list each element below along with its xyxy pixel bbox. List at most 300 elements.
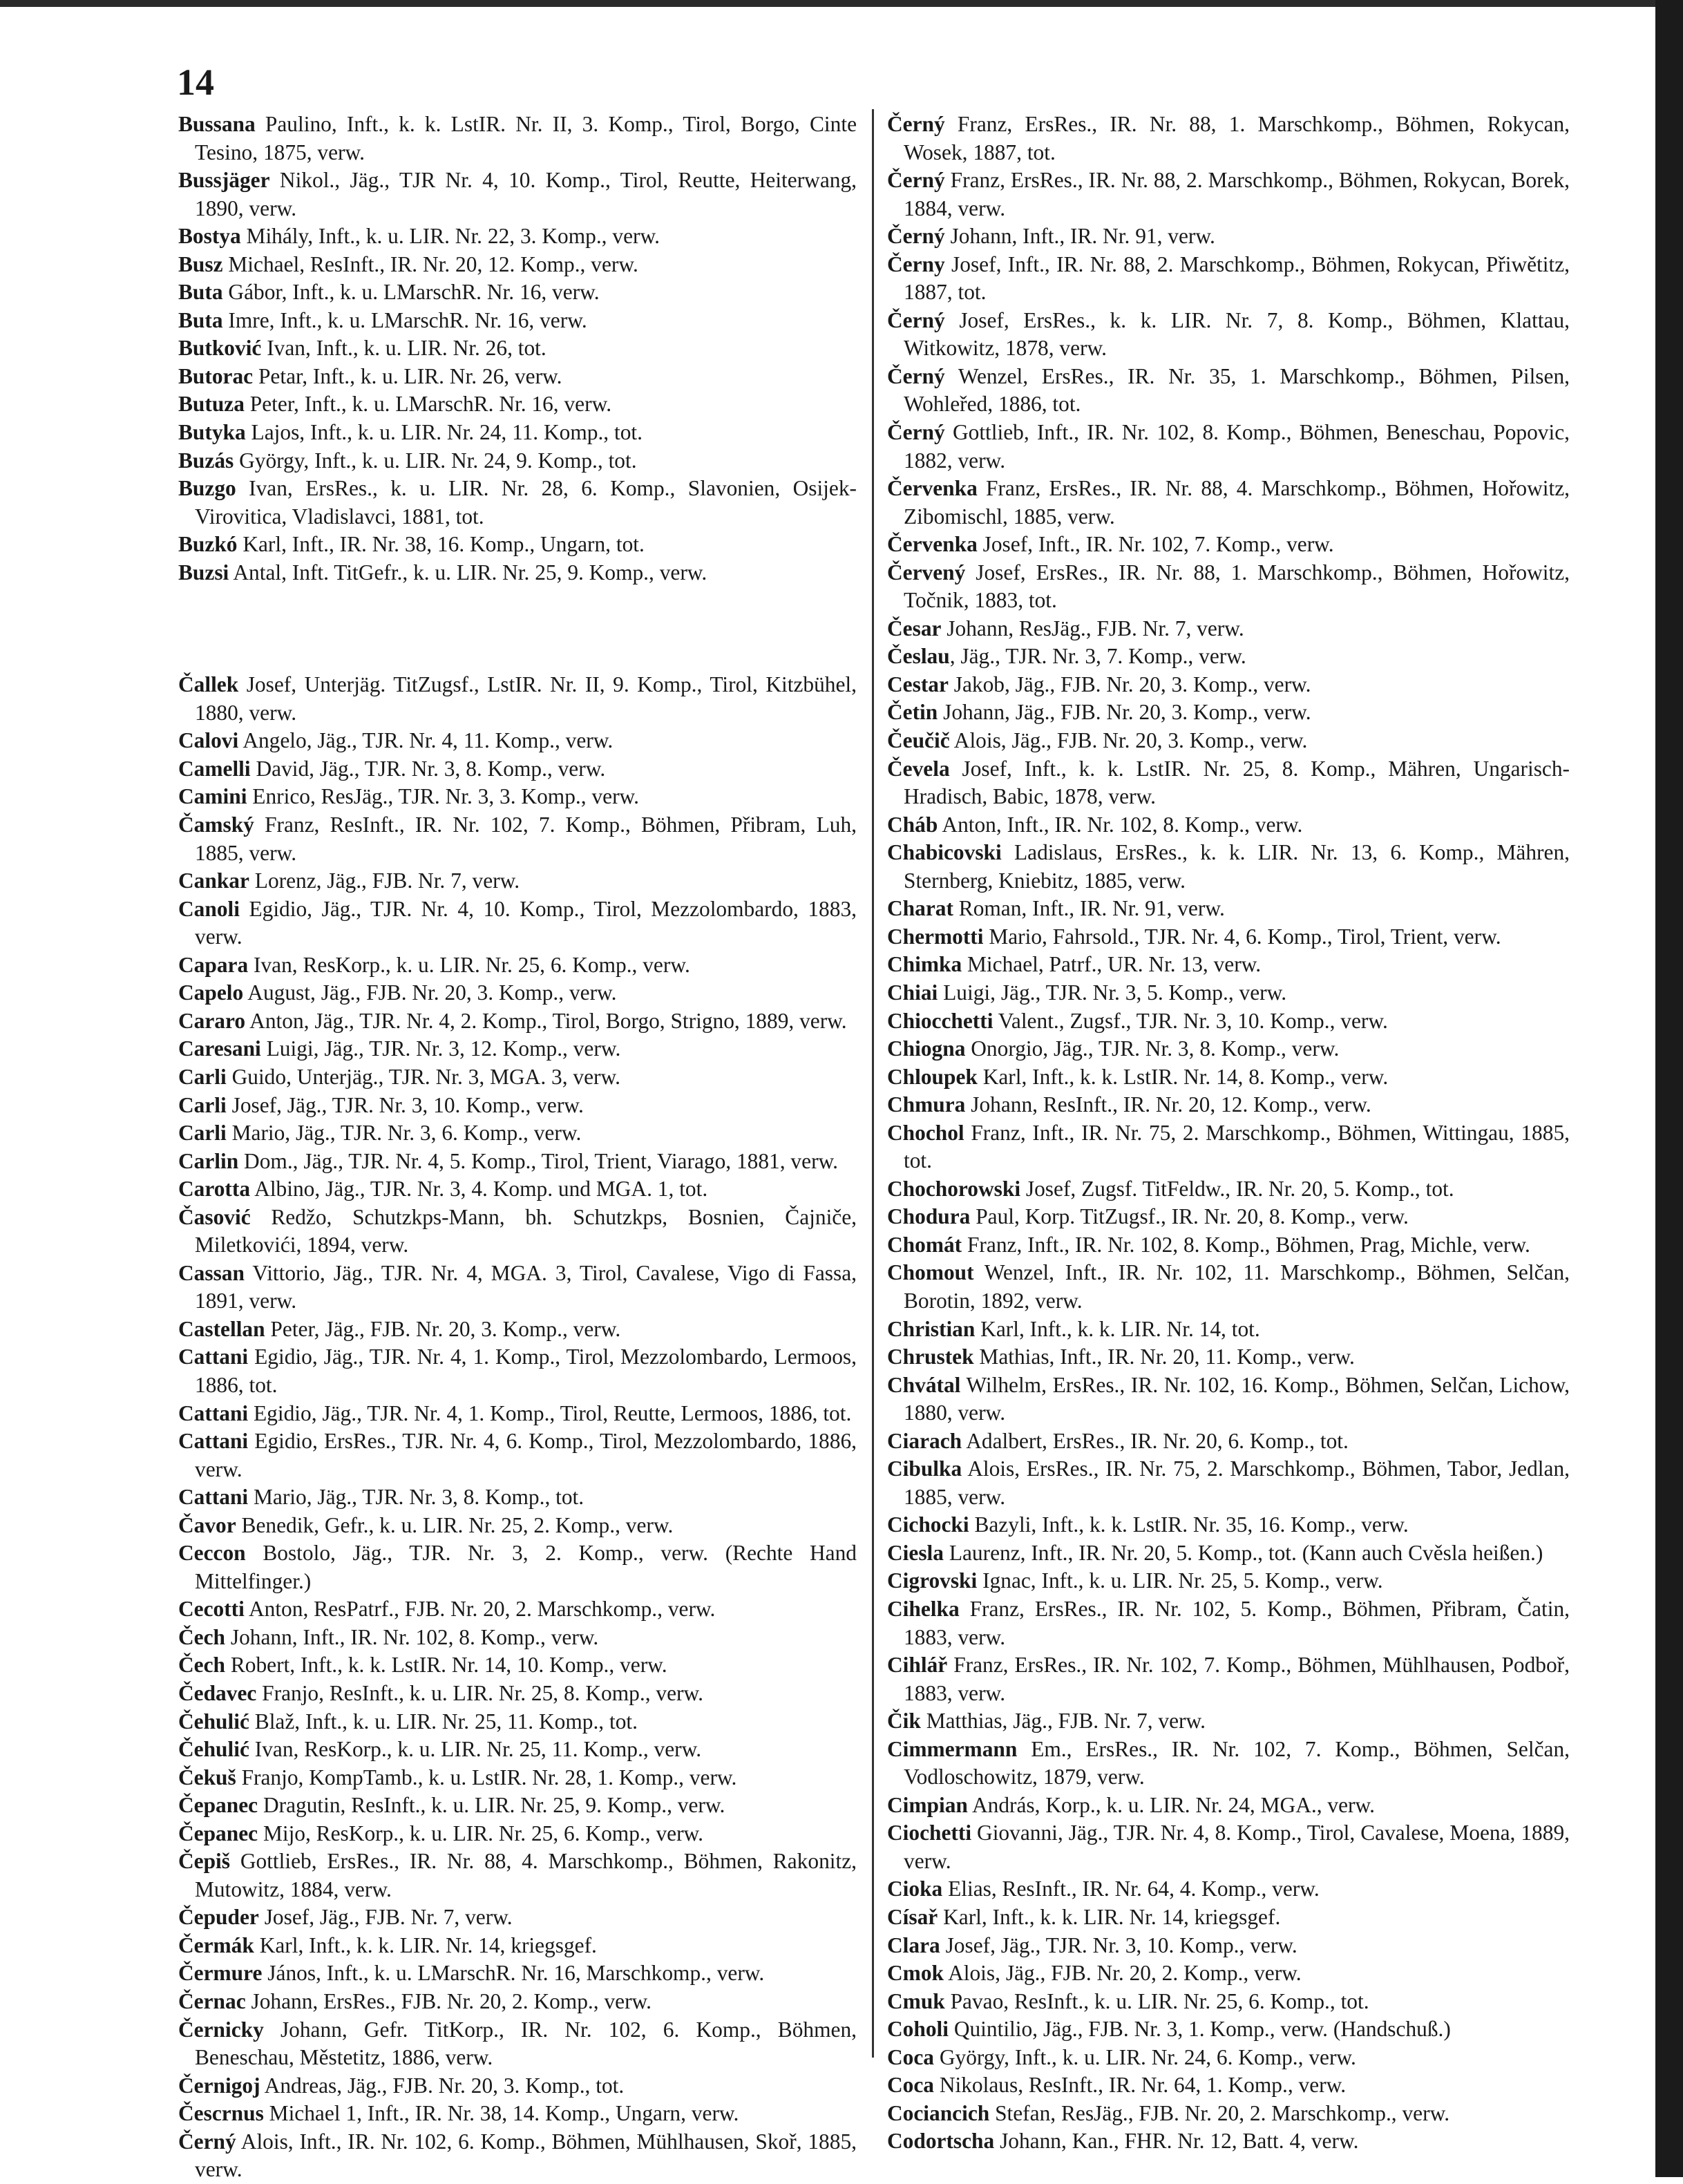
entry-surname: Cichocki [887,1512,969,1537]
entry-details: Vittorio, Jäg., TJR. Nr. 4, MGA. 3, Tirol, Cavalese, Vigo di Fassa, 1891, verw. [195,1260,857,1313]
entry-details: Redžo, Schutzkps-Mann, bh. Schutzkps, Bosnien, Čajniče, Miletkovići, 1894, verw. [195,1204,857,1257]
entry-details: Egidio, ErsRes., TJR. Nr. 4, 6. Komp., Tirol, Mezzolombardo, 1886, verw. [195,1429,857,1481]
list-entry [178,1624,857,1652]
entry-details: Pavao, ResInft., k. u. LIR. Nr. 25, 6. Komp., tot. [944,1988,1369,2013]
list-entry [887,419,1570,475]
page-number: 14 [177,61,214,103]
entry-details: Lajos, Inft., k. u. LIR. Nr. 24, 11. Komp., tot. [245,420,643,445]
entry-surname: Chmura [887,1092,966,1117]
entry-surname: Buta [178,307,223,332]
entry-details: Onorgio, Jäg., TJR. Nr. 3, 8. Komp., verw. [965,1036,1340,1061]
list-entry [887,923,1570,951]
entry-details: Anton, Inft., IR. Nr. 102, 8. Komp., verw. [938,812,1303,837]
entry-surname: Černý [887,363,945,388]
entry-surname: Černý [887,168,945,193]
entry-details: Mario, Jäg., TJR. Nr. 3, 8. Komp., tot. [248,1485,584,1510]
entry-surname: Carotta [178,1177,251,1202]
entry-surname: Černac [178,1989,246,2013]
entry-details: János, Inft., k. u. LMarschR. Nr. 16, Marschkomp., verw. [262,1961,765,1986]
entry-surname: Ciarach [887,1428,962,1453]
list-entry [887,167,1570,222]
entry-details: András, Korp., k. u. LIR. Nr. 24, MGA., verw. [967,1792,1375,1817]
entry-surname: Černigoj [178,2073,260,2098]
entry-surname: Čehulić [178,1737,249,1762]
entry-surname: Čamský [178,813,254,837]
list-entry [178,559,857,587]
entry-surname: Černý [178,2129,236,2154]
scan-top-edge [0,0,1683,7]
list-entry [178,727,857,755]
list-entry [887,475,1570,531]
entry-details: Johann, Inft., IR. Nr. 91, verw. [944,224,1215,249]
list-entry [887,1091,1570,1119]
list-entry [887,1203,1570,1231]
list-entry [178,307,857,335]
list-entry [887,1988,1570,2016]
list-entry [178,1343,857,1399]
list-entry [178,363,857,391]
entry-details: Karl, Inft., k. k. LstIR. Nr. 14, 8. Komp., verw. [977,1064,1389,1089]
list-entry [178,811,857,867]
list-entry [178,278,857,307]
entry-surname: Chrustek [887,1345,974,1369]
entry-surname: Černy [887,251,945,276]
entry-surname: Butković [178,336,262,361]
entry-surname: Butyka [178,420,246,445]
entry-details: Karl, Inft., k. k. LIR. Nr. 14, tot. [975,1316,1260,1341]
entry-details: Alois, Jäg., FJB. Nr. 20, 2. Komp., verw. [943,1961,1302,1986]
list-entry [178,447,857,475]
entry-surname: Cmuk [887,1988,945,2013]
right-column [887,111,1570,2156]
list-entry [887,1959,1570,1988]
list-entry [887,671,1570,699]
entry-surname: Čepuder [178,1905,259,1930]
entry-surname: Buzsi [178,560,229,585]
entry-surname: Chermotti [887,924,984,949]
list-entry [178,1260,857,1316]
list-entry [887,839,1570,895]
entry-surname: Cigrovski [887,1568,978,1593]
entry-details: Josef, ErsRes., k. k. LIR. Nr. 7, 8. Komp., Böhmen, Klattau, Witkowitz, 1878, verw. [904,307,1570,361]
entry-details: Josef, Inft., IR. Nr. 102, 7. Komp., verw. [977,532,1334,557]
entry-details: Anton, ResPatrf., FJB. Nr. 20, 2. Marschkomp., verw. [244,1597,716,1622]
list-entry [887,307,1570,363]
entry-surname: Česar [887,616,942,640]
entry-details: Johann, Kan., FHR. Nr. 12, Batt. 4, verw. [994,2129,1359,2154]
list-entry [178,1400,857,1428]
list-entry [178,1903,857,1932]
entry-surname: Canoli [178,896,240,921]
list-entry [887,895,1570,923]
entry-details: Wilhelm, ErsRes., IR. Nr. 102, 16. Komp., Böhmen, Selčan, Lichow, 1880, verw. [904,1372,1570,1425]
list-entry [887,727,1570,755]
entry-details: Karl, Inft., k. k. LIR. Nr. 14, kriegsgef. [938,1905,1281,1929]
list-entry [887,222,1570,251]
entry-details: Alois, Inft., IR. Nr. 102, 6. Komp., Böhmen, Mühlhausen, Skoř, 1885, verw. [195,2129,857,2182]
list-entry [887,1119,1570,1175]
entry-details: Alois, ErsRes., IR. Nr. 75, 2. Marschkomp., Böhmen, Tabor, Jedlan, 1885, verw. [904,1456,1570,1509]
list-entry [178,1708,857,1736]
entry-details: Franjo, KompTamb., k. u. LstIR. Nr. 28, 1. Komp., verw. [236,1765,737,1789]
entry-details: Roman, Inft., IR. Nr. 91, verw. [953,896,1225,921]
list-entry [178,334,857,363]
entry-surname: Busz [178,251,223,276]
list-entry [178,895,857,951]
entry-details: Dragutin, ResInft., k. u. LIR. Nr. 25, 9. Komp., verw. [258,1793,725,1818]
entry-surname: Calovi [178,728,239,753]
list-entry [887,1343,1570,1371]
entry-details: Franz, ResInft., IR. Nr. 102, 7. Komp., Böhmen, Přibram, Luh, 1885, verw. [195,813,857,865]
entry-details: Elias, ResInft., IR. Nr. 64, 4. Komp., verw. [942,1877,1320,1901]
entry-details: Josef, Jäg., FJB. Nr. 7, verw. [258,1905,513,1930]
entry-details: Michael 1, Inft., IR. Nr. 38, 14. Komp., Ungarn, verw. [263,2101,739,2126]
entry-details: Egidio, Jäg., TJR. Nr. 4, 1. Komp., Tirol, Reutte, Lermoos, 1886, tot. [248,1400,852,1425]
entry-surname: Buzkó [178,532,238,557]
entry-details: Karl, Inft., IR. Nr. 38, 16. Komp., Ungarn, tot. [237,532,645,557]
list-entry [178,1063,857,1092]
entry-details: Ladislaus, ErsRes., k. k. LIR. Nr. 13, 6. Komp., Mähren, Sternberg, Kniebitz, 1885, verw. [904,840,1570,893]
list-entry [887,1903,1570,1932]
list-entry [887,251,1570,307]
entry-details: Luigi, Jäg., TJR. Nr. 3, 5. Komp., verw. [938,980,1287,1005]
entry-details: Guido, Unterjäg., TJR. Nr. 3, MGA. 3, verw. [226,1064,620,1089]
entry-details: David, Jäg., TJR. Nr. 3, 8. Komp., verw. [250,756,606,781]
entry-details: Em., ErsRes., IR. Nr. 102, 7. Komp., Böhmen, Selčan, Vodloschowitz, 1879, verw. [904,1736,1570,1789]
entry-surname: Chochorowski [887,1176,1021,1201]
entry-details: Franz, ErsRes., IR. Nr. 88, 1. Marschkomp., Böhmen, Rokycan, Wosek, 1887, tot. [904,112,1570,164]
entry-surname: Butuza [178,392,245,417]
entry-details: Giovanni, Jäg., TJR. Nr. 4, 8. Komp., Tirol, Cavalese, Moena, 1889, verw. [904,1821,1570,1873]
entry-surname: Čehulić [178,1709,249,1734]
entry-surname: Carlin [178,1148,239,1173]
entry-surname: Cankar [178,868,249,893]
list-entry [887,755,1570,811]
list-entry [887,643,1570,671]
entry-surname: Carli [178,1121,227,1146]
entry-surname: Camelli [178,756,251,781]
entry-details: Laurenz, Inft., IR. Nr. 20, 5. Komp., tot. (Kann auch Cvěsla heißen.) [943,1540,1543,1565]
entry-details: Dom., Jäg., TJR. Nr. 4, 5. Komp., Tirol, Trient, Viarago, 1881, verw. [238,1148,838,1173]
list-entry [178,1539,857,1595]
list-entry [178,1427,857,1483]
entry-surname: Černicky [178,2017,264,2042]
list-entry [178,1680,857,1708]
entry-surname: Čepanec [178,1821,258,1845]
entry-details: Imre, Inft., k. u. LMarschR. Nr. 16, verw. [222,307,587,332]
entry-surname: Butorac [178,363,254,388]
entry-surname: Carli [178,1064,227,1089]
entry-surname: Cecotti [178,1597,245,1622]
list-entry [887,2100,1570,2128]
entry-surname: Cestar [887,672,949,696]
left-column [178,111,857,2184]
list-entry [887,1063,1570,1092]
list-entry [887,1875,1570,1903]
list-entry [178,111,857,167]
entry-details: Andreas, Jäg., FJB. Nr. 20, 3. Komp., tot. [260,2073,625,2098]
entry-surname: Císař [887,1905,938,1929]
entry-surname: Cimpian [887,1792,968,1817]
entry-details: Lorenz, Jäg., FJB. Nr. 7, verw. [249,868,520,893]
entry-surname: Chiocchetti [887,1008,993,1033]
entry-details: Matthias, Jäg., FJB. Nr. 7, verw. [920,1709,1206,1734]
entry-details: Mathias, Inft., IR. Nr. 20, 11. Komp., verw. [973,1345,1355,1369]
list-entry [178,1204,857,1260]
entry-details: Albino, Jäg., TJR. Nr. 3, 4. Komp. und MGA. 1, tot. [250,1177,708,1202]
entry-surname: Chomát [887,1232,962,1257]
list-entry [887,531,1570,559]
list-entry [178,2016,857,2072]
entry-surname: Červenka [887,476,978,501]
entry-surname: Chiogna [887,1036,966,1061]
entry-details: Josef, Inft., k. k. LstIR. Nr. 25, 8. Komp., Mähren, Ungarisch-Hradisch, Babic, 1878, verw. [904,756,1570,809]
entry-details: Alois, Jäg., FJB. Nr. 20, 3. Komp., verw. [949,728,1308,753]
entry-surname: Čermák [178,1933,254,1957]
entry-surname: Černý [887,112,945,136]
list-entry [887,811,1570,839]
list-entry [887,1455,1570,1511]
entry-surname: Cihelka [887,1596,960,1621]
entry-surname: Ciesla [887,1540,944,1565]
list-entry [887,1371,1570,1427]
entry-surname: Čepanec [178,1793,258,1818]
entry-surname: Chloupek [887,1064,978,1089]
list-entry [887,1595,1570,1651]
entry-surname: Bussana [178,112,256,136]
entry-surname: Čekuš [178,1765,236,1789]
entry-details: Angelo, Jäg., TJR. Nr. 4, 11. Komp., verw. [238,728,614,753]
entry-details: , Jäg., TJR. Nr. 3, 7. Komp., verw. [949,644,1246,669]
list-entry [178,1988,857,2016]
list-entry [178,2128,857,2184]
list-entry [178,1035,857,1063]
entry-details: Adalbert, ErsRes., IR. Nr. 20, 6. Komp., tot. [962,1428,1349,1453]
list-entry [887,1316,1570,1344]
entry-details: Ignac, Inft., k. u. LIR. Nr. 25, 5. Komp., verw. [977,1568,1383,1593]
entry-surname: Čepiš [178,1849,230,1874]
list-entry [887,2015,1570,2044]
entry-details: Franjo, ResInft., k. u. LIR. Nr. 25, 8. Komp., verw. [256,1680,703,1705]
entry-details: György, Inft., k. u. LIR. Nr. 24, 9. Komp., tot. [234,448,637,473]
list-entry [887,1932,1570,1960]
entry-details: Enrico, ResJäg., TJR. Nr. 3, 3. Komp., verw. [247,784,640,809]
entry-details: Benedik, Gefr., k. u. LIR. Nr. 25, 2. Komp., verw. [236,1512,674,1537]
list-entry [178,475,857,531]
entry-details: Franz, Inft., IR. Nr. 102, 8. Komp., Böhmen, Prag, Michle, verw. [962,1232,1530,1257]
list-entry [887,1707,1570,1736]
list-entry [887,1651,1570,1707]
entry-details: Josef, Zugsf. TitFeldw., IR. Nr. 20, 5. Komp., tot. [1020,1176,1454,1201]
entry-details: Josef, ErsRes., IR. Nr. 88, 1. Marschkomp., Böhmen, Hořowitz, Točnik, 1883, tot. [904,560,1570,613]
list-entry [887,1007,1570,1036]
entry-surname: Bostya [178,224,241,249]
entry-surname: Carli [178,1092,227,1117]
list-entry [887,1819,1570,1875]
entry-surname: Coca [887,2073,934,2098]
entry-surname: Červenka [887,532,978,557]
scan-right-edge [1655,0,1683,2177]
entry-surname: Čedavec [178,1680,257,1705]
list-entry [887,363,1570,419]
list-entry [178,1512,857,1540]
entry-surname: Čik [887,1709,921,1734]
entry-surname: Buta [178,280,223,305]
entry-surname: Ciochetti [887,1821,972,1845]
entry-surname: Čescrnus [178,2101,264,2126]
entry-surname: Charat [887,896,953,921]
entry-details: Nikol., Jäg., TJR Nr. 4, 10. Komp., Tirol, Reutte, Heiterwang, 1890, verw. [195,168,857,220]
list-entry [178,1651,857,1680]
entry-surname: Četin [887,700,938,725]
entry-surname: Čevela [887,756,950,781]
list-entry [887,111,1570,167]
entry-details: Johann, ResInft., IR. Nr. 20, 12. Komp., verw. [965,1092,1371,1117]
entry-surname: Christian [887,1316,976,1341]
list-entry [178,1148,857,1176]
entry-surname: Chodura [887,1204,971,1229]
entry-details: Ivan, ResKorp., k. u. LIR. Nr. 25, 11. Komp., verw. [249,1737,702,1762]
entry-details: Karl, Inft., k. k. LIR. Nr. 14, kriegsgef. [254,1933,597,1957]
entry-details: Nikolaus, ResInft., IR. Nr. 64, 1. Komp., verw. [934,2073,1347,2098]
list-entry [178,390,857,419]
entry-surname: Ceccon [178,1541,246,1566]
entry-surname: Buzás [178,448,234,473]
list-entry [178,755,857,784]
entry-surname: Cattani [178,1345,249,1369]
entry-surname: Cihlář [887,1653,948,1678]
list-entry [887,2127,1570,2156]
entry-details: Quintilio, Jäg., FJB. Nr. 3, 1. Komp., verw. (Handschuß.) [948,2017,1451,2042]
entry-details: Franz, Inft., IR. Nr. 75, 2. Marschkomp., Böhmen, Wittingau, 1885, tot. [904,1120,1570,1173]
entry-details: Paulino, Inft., k. k. LstIR. Nr. II, 3. Komp., Tirol, Borgo, Cinte Tesino, 1875, verw. [195,112,857,164]
list-entry [178,783,857,811]
entry-details: Mijo, ResKorp., k. u. LIR. Nr. 25, 6. Komp., verw. [258,1821,704,1845]
list-entry [887,2044,1570,2072]
entry-details: Bazyli, Inft., k. k. LstIR. Nr. 35, 16. Komp., verw. [969,1512,1409,1537]
list-entry [178,1820,857,1848]
entry-details: August, Jäg., FJB. Nr. 20, 3. Komp., verw. [243,980,617,1005]
list-entry [178,979,857,1007]
entry-surname: Chiai [887,980,938,1005]
list-entry [887,559,1570,615]
entry-details: Jakob, Jäg., FJB. Nr. 20, 3. Komp., verw. [948,672,1311,696]
entry-surname: Codortscha [887,2129,995,2154]
entry-details: Josef, Inft., IR. Nr. 88, 2. Marschkomp., Böhmen, Rokycan, Přiwětitz, 1887, tot. [904,251,1570,305]
entry-details: Egidio, Jäg., TJR. Nr. 4, 1. Komp., Tirol, Mezzolombardo, Lermoos, 1886, tot. [195,1345,857,1397]
entry-surname: Chabicovski [887,840,1002,865]
entry-details: Franz, ErsRes., IR. Nr. 88, 2. Marschkomp., Böhmen, Rokycan, Borek, 1884, verw. [904,168,1570,220]
list-entry [178,1932,857,1960]
entry-surname: Chomout [887,1260,974,1285]
list-entry [887,1175,1570,1204]
entry-surname: Cimmermann [887,1736,1018,1761]
list-entry [178,867,857,895]
list-entry [887,1035,1570,1063]
entry-details: Johann, ErsRes., FJB. Nr. 20, 2. Komp., verw. [245,1989,652,2013]
column-divider [872,109,874,2058]
entry-details: György, Inft., k. u. LIR. Nr. 24, 6. Komp., verw. [934,2044,1356,2069]
list-entry [178,1316,857,1344]
entry-details: Peter, Inft., k. u. LMarschR. Nr. 16, verw. [244,392,612,417]
entry-details: Petar, Inft., k. u. LIR. Nr. 26, verw. [253,363,562,388]
list-entry [178,1764,857,1792]
list-entry [887,1736,1570,1792]
list-entry [178,671,857,727]
list-entry [887,1511,1570,1539]
entry-details: Ivan, Inft., k. u. LIR. Nr. 26, tot. [261,336,546,361]
entry-details: Luigi, Jäg., TJR. Nr. 3, 12. Komp., verw. [260,1036,621,1061]
entry-details: Blaž, Inft., k. u. LIR. Nr. 25, 11. Komp., tot. [249,1709,638,1734]
entry-details: Josef, Jäg., TJR. Nr. 3, 10. Komp., verw. [940,1933,1297,1957]
entry-surname: Čech [178,1624,225,1649]
entry-details: Gábor, Inft., k. u. LMarschR. Nr. 16, verw. [222,280,600,305]
list-entry [178,1092,857,1120]
entry-surname: Cattani [178,1485,249,1510]
list-entry [178,1736,857,1764]
entry-surname: Buzgo [178,476,236,501]
list-entry [178,2100,857,2128]
list-entry [887,1792,1570,1820]
list-entry [887,1427,1570,1456]
entry-surname: Česlau [887,644,950,669]
entry-surname: Cioka [887,1877,943,1901]
entry-details: Johann, Jäg., FJB. Nr. 20, 3. Komp., verw. [938,700,1311,725]
entry-details: Peter, Jäg., FJB. Nr. 20, 3. Komp., verw. [265,1316,621,1341]
entry-surname: Černý [887,224,945,249]
list-entry [178,1959,857,1988]
entry-surname: Čermure [178,1961,263,1986]
entry-surname: Černý [887,307,945,332]
entry-surname: Cháb [887,812,938,837]
entry-surname: Čeučič [887,728,950,753]
entry-surname: Čavor [178,1512,236,1537]
entry-surname: Čech [178,1653,225,1678]
entry-details: Ivan, ErsRes., k. u. LIR. Nr. 28, 6. Komp., Slavonien, Osijek-Virovitica, Vladislavci, 1881, tot. [195,476,857,529]
list-entry [178,1119,857,1148]
list-entry [178,1848,857,1903]
entry-details: Egidio, Jäg., TJR. Nr. 4, 10. Komp., Tirol, Mezzolombardo, 1883, verw. [195,896,857,949]
entry-surname: Červený [887,560,966,585]
section-gap [178,587,857,671]
entry-surname: Cattani [178,1400,249,1425]
entry-surname: Cararo [178,1008,246,1033]
entry-surname: Caresani [178,1036,261,1061]
entry-details: Gottlieb, ErsRes., IR. Nr. 88, 4. Marschkomp., Böhmen, Rakonitz, Mutowitz, 1884, verw. [195,1849,857,1901]
entry-surname: Clara [887,1933,940,1957]
entry-surname: Cociancich [887,2100,990,2125]
entry-details: Anton, Jäg., TJR. Nr. 4, 2. Komp., Tirol, Borgo, Strigno, 1889, verw. [245,1008,847,1033]
entry-details: Franz, ErsRes., IR. Nr. 102, 5. Komp., Böhmen, Přibram, Čatin, 1883, verw. [904,1596,1570,1649]
list-entry [178,1792,857,1820]
list-entry [887,1259,1570,1315]
entry-surname: Chochol [887,1120,964,1145]
list-entry [178,1483,857,1512]
entry-details: Antal, Inft. TitGefr., k. u. LIR. Nr. 25, 9. Komp., verw. [229,560,707,585]
entry-details: Wenzel, ErsRes., IR. Nr. 35, 1. Marschkomp., Böhmen, Pilsen, Wohleřed, 1886, tot. [904,363,1570,417]
entry-details: Johann, ResJäg., FJB. Nr. 7, verw. [941,616,1244,640]
entry-surname: Cibulka [887,1456,962,1481]
list-entry [178,2072,857,2100]
entry-surname: Chimka [887,952,962,977]
entry-details: Robert, Inft., k. k. LstIR. Nr. 14, 10. Komp., verw. [225,1653,667,1678]
list-entry [178,1175,857,1204]
entry-details: Franz, ErsRes., IR. Nr. 88, 4. Marschkomp., Böhmen, Hořowitz, Zibomischl, 1885, verw. [904,476,1570,529]
entry-details: Ivan, ResKorp., k. u. LIR. Nr. 25, 6. Komp., verw. [248,952,690,977]
entry-surname: Cattani [178,1429,249,1454]
entry-details: Wenzel, Inft., IR. Nr. 102, 11. Marschkomp., Böhmen, Selčan, Borotin, 1892, verw. [904,1260,1570,1313]
entry-details: Michael, Patrf., UR. Nr. 13, verw. [962,952,1262,977]
